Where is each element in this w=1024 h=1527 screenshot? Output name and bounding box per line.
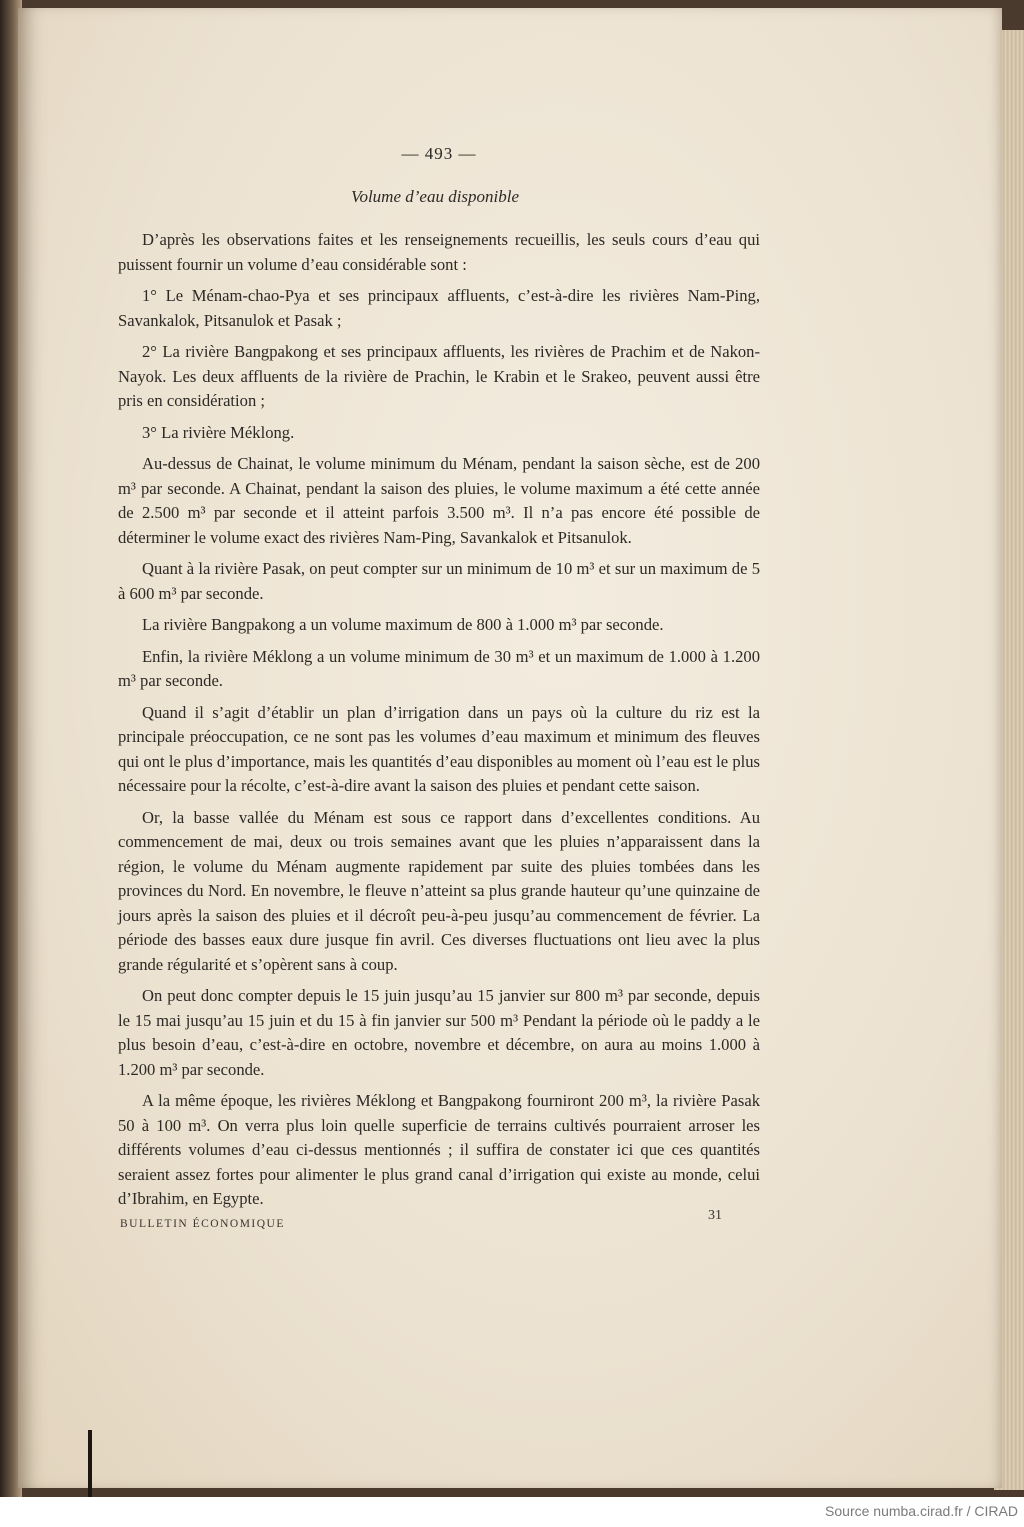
body-text: [118, 228, 760, 1219]
paragraph-basse-vallee: Or, la basse vallée du Ménam est sous ce rapport dans d’excellentes conditions. Au commencement de mai, deux ou trois semaines avant que les pluies n’apparaissent dans la région, le volume du Ménam augmente rapidement par suite des pluies tombées dans les provinces du Nord. En novembre, le fleuve n’atteint sa plus grande hauteur qu’une quinzaine de jours après la saison des pluies et il décroît peu-à-peu jusqu’au commencement de février. La période des basses eaux dure jusque fin avril. Ces diverses fluctuations ont lieu avec la plus grande régularité et s’opèrent sans à coup.: [118, 807, 760, 974]
paragraph-volumes: On peut donc compter depuis le 15 juin jusqu’au 15 janvier sur 800 m³ par seconde, depuis le 15 mai jusqu’au 15 juin et du 15 à fin janvier sur 500 m³ Pendant la période où le paddy a le plus besoin d’eau, c’est-à-dire en octobre, novembre et décembre, on aura au moins 1.000 à 1.200 m³ par seconde.: [118, 986, 760, 1079]
footer-signature-number: 31: [708, 1208, 722, 1223]
paragraph-bangpakong: La rivière Bangpakong a un volume maximum de 800 à 1.000 m³ par seconde.: [142, 615, 664, 634]
bookmark-ribbon: [88, 1430, 92, 1497]
paragraph-pasak: Quant à la rivière Pasak, on peut compter sur un minimum de 10 m³ et sur un maximum de 5 à 600 m³ par seconde.: [118, 559, 760, 603]
paragraph-meklong: Enfin, la rivière Méklong a un volume minimum de 30 m³ et un maximum de 1.000 à 1.200 m³ par seconde.: [118, 646, 760, 690]
paragraph-irrigation-plan: Quand il s’agit d’établir un plan d’irrigation dans un pays où la culture du riz est la principale préoccupation, ce ne sont pas les volumes d’eau maximum et minimum des fleuves qui ont le plus d’importance, mais les quantités d’eau disponibles au moment où l’eau est le plus nécessaire pour la récolte, c’est-à-dire avant la saison des pluies et pendant cette saison.: [118, 702, 760, 795]
paragraph-chainat: Au-dessus de Chainat, le volume minimum du Ménam, pendant la saison sèche, est de 200 m³ par seconde. A Chainat, pendant la saison des pluies, le volume maximum a été cette année de 2.500 m³ par seconde et il atteint parfois 3.500 m³. Il n’a pas encore été possible de déterminer le volume exact des rivières Nam-Ping, Savankalok et Pitsanulok.: [118, 454, 760, 547]
paragraph-intro: D’après les observations faites et les renseignements recueillis, les seuls cours d’eau qui puissent fournir un volume d’eau considérable sont :: [118, 230, 760, 274]
source-credit: Source numba.cirad.fr / CIRAD: [825, 1503, 1018, 1519]
paragraph-item-2: 2° La rivière Bangpakong et ses principaux affluents, les rivières de Prachim et de Nakon-Nayok. Les deux affluents de la rivière de Prachin, le Krabin et le Srakeo, peuvent aussi être pris en considération ;: [118, 342, 760, 410]
footer-bulletin-title: BULLETIN ÉCONOMIQUE: [120, 1218, 285, 1230]
paragraph-item-3: 3° La rivière Méklong.: [142, 422, 295, 442]
paragraph-conclusion: A la même époque, les rivières Méklong et Bangpakong fourniront 200 m³, la rivière Pasak 50 à 100 m³. On verra plus loin quelle superficie de terrains cultivés pourraient arroser les différents volumes d’eau ci-dessus mentionnés ; il suffira de constater ici que ces quantités seraient assez fortes pour alimenter le plus grand canal d’irrigation qui existe au monde, celui d’Ibrahim, en Egypte.: [118, 1091, 760, 1208]
section-heading: Volume d’eau disponible: [350, 187, 520, 206]
paragraph-item-1: 1° Le Ménam-chao-Pya et ses principaux affluents, c’est-à-dire les rivières Nam-Ping, Savankalok, Pitsanulok et Pasak ;: [118, 286, 760, 330]
page-number: — 493 —: [401, 144, 477, 163]
